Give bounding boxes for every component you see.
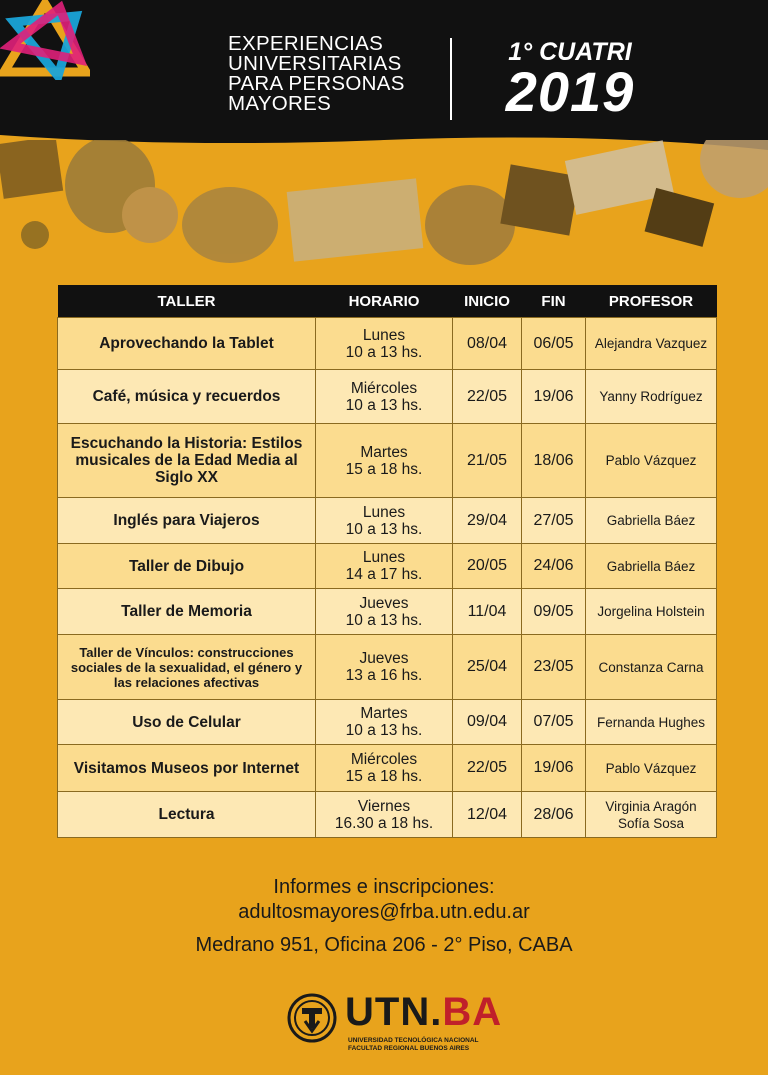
- inicio-cell: 25/04: [453, 635, 522, 700]
- fin-cell: 18/06: [522, 424, 586, 498]
- profesor-cell: Constanza Carna: [586, 635, 717, 700]
- horario-cell: Miércoles 10 a 13 hs.: [316, 370, 453, 424]
- contact-email[interactable]: adultosmayores@frba.utn.edu.ar: [238, 901, 530, 923]
- table-row: [58, 318, 717, 370]
- program-title: EXPERIENCIAS UNIVERSITARIAS PARA PERSONAS MAYORES: [228, 32, 405, 115]
- horario-cell: Jueves 13 a 16 hs.: [316, 635, 453, 700]
- table-row: [58, 792, 717, 838]
- profesor-cell: Alejandra Vazquez: [586, 318, 717, 370]
- table-row: [58, 635, 717, 700]
- horario-cell: Lunes 14 a 17 hs.: [316, 544, 453, 589]
- table-row: [58, 700, 717, 745]
- term-label: 1° CUATRI: [508, 38, 632, 66]
- taller-cell: Inglés para Viajeros: [58, 498, 316, 544]
- year-label: 2019: [505, 60, 635, 123]
- profesor-cell: Pablo Vázquez: [586, 424, 717, 498]
- table-row: [58, 424, 717, 498]
- fin-cell: 06/05: [522, 318, 586, 370]
- address: Medrano 951, Oficina 206 - 2° Piso, CABA: [195, 934, 573, 956]
- header-profesor: PROFESOR: [586, 285, 717, 318]
- utn-subtitle: UNIVERSIDAD TECNOLÓGICA NACIONAL FACULTAD REGIONAL BUENOS AIRES: [348, 1037, 479, 1052]
- profesor-cell: Gabriella Báez: [586, 498, 717, 544]
- profesor-cell: Yanny Rodríguez: [586, 370, 717, 424]
- taller-cell: Visitamos Museos por Internet: [58, 745, 316, 792]
- horario-cell: Martes 10 a 13 hs.: [316, 700, 453, 745]
- horario-cell: Jueves 10 a 13 hs.: [316, 589, 453, 635]
- header-divider: [450, 38, 452, 120]
- table-row: [58, 370, 717, 424]
- profesor-cell: Fernanda Hughes: [586, 700, 717, 745]
- fin-cell: 28/06: [522, 792, 586, 838]
- horario-cell: Lunes 10 a 13 hs.: [316, 318, 453, 370]
- inicio-cell: 22/05: [453, 370, 522, 424]
- fin-cell: 09/05: [522, 589, 586, 635]
- horario-cell: Viernes 16.30 a 18 hs.: [316, 792, 453, 838]
- fin-cell: 19/06: [522, 745, 586, 792]
- photo-collage: [0, 140, 768, 285]
- profesor-cell: Pablo Vázquez: [586, 745, 717, 792]
- inicio-cell: 12/04: [453, 792, 522, 838]
- program-logo-icon: [0, 0, 90, 80]
- info-label: Informes e inscripciones:: [273, 876, 495, 898]
- taller-cell: Aprovechando la Tablet: [58, 318, 316, 370]
- horario-cell: Martes 15 a 18 hs.: [316, 424, 453, 498]
- horario-cell: Miércoles 15 a 18 hs.: [316, 745, 453, 792]
- fin-cell: 23/05: [522, 635, 586, 700]
- inicio-cell: 29/04: [453, 498, 522, 544]
- schedule-table: [57, 285, 717, 838]
- taller-cell: Uso de Celular: [58, 700, 316, 745]
- taller-cell: Lectura: [58, 792, 316, 838]
- inicio-cell: 09/04: [453, 700, 522, 745]
- inicio-cell: 21/05: [453, 424, 522, 498]
- table-row: [58, 745, 717, 792]
- taller-cell: Escuchando la Historia: Estilos musicales de la Edad Media al Siglo XX: [58, 424, 316, 498]
- horario-cell: Lunes 10 a 13 hs.: [316, 498, 453, 544]
- header-horario: HORARIO: [316, 285, 453, 318]
- fin-cell: 07/05: [522, 700, 586, 745]
- utn-logo-text: UTN.BA: [345, 990, 503, 1034]
- profesor-cell: Jorgelina Holstein: [586, 589, 717, 635]
- taller-cell: Taller de Memoria: [58, 589, 316, 635]
- table-row: [58, 498, 717, 544]
- table-row: [58, 589, 717, 635]
- fin-cell: 27/05: [522, 498, 586, 544]
- table-row: [58, 544, 717, 589]
- fin-cell: 19/06: [522, 370, 586, 424]
- inicio-cell: 20/05: [453, 544, 522, 589]
- utn-seal-icon: [287, 993, 337, 1043]
- profesor-cell: Gabriella Báez: [586, 544, 717, 589]
- inicio-cell: 08/04: [453, 318, 522, 370]
- taller-cell: Taller de Dibujo: [58, 544, 316, 589]
- inicio-cell: 11/04: [453, 589, 522, 635]
- taller-cell: Café, música y recuerdos: [58, 370, 316, 424]
- header-fin: FIN: [522, 285, 586, 318]
- taller-cell: Taller de Vínculos: construcciones sociales de la sexualidad, el género y las relaciones afectivas: [58, 635, 316, 700]
- inicio-cell: 22/05: [453, 745, 522, 792]
- fin-cell: 24/06: [522, 544, 586, 589]
- profesor-cell: Virginia Aragón Sofía Sosa: [586, 792, 717, 838]
- table-header-row: [58, 285, 717, 318]
- header-taller: TALLER: [58, 285, 316, 318]
- header-inicio: INICIO: [453, 285, 522, 318]
